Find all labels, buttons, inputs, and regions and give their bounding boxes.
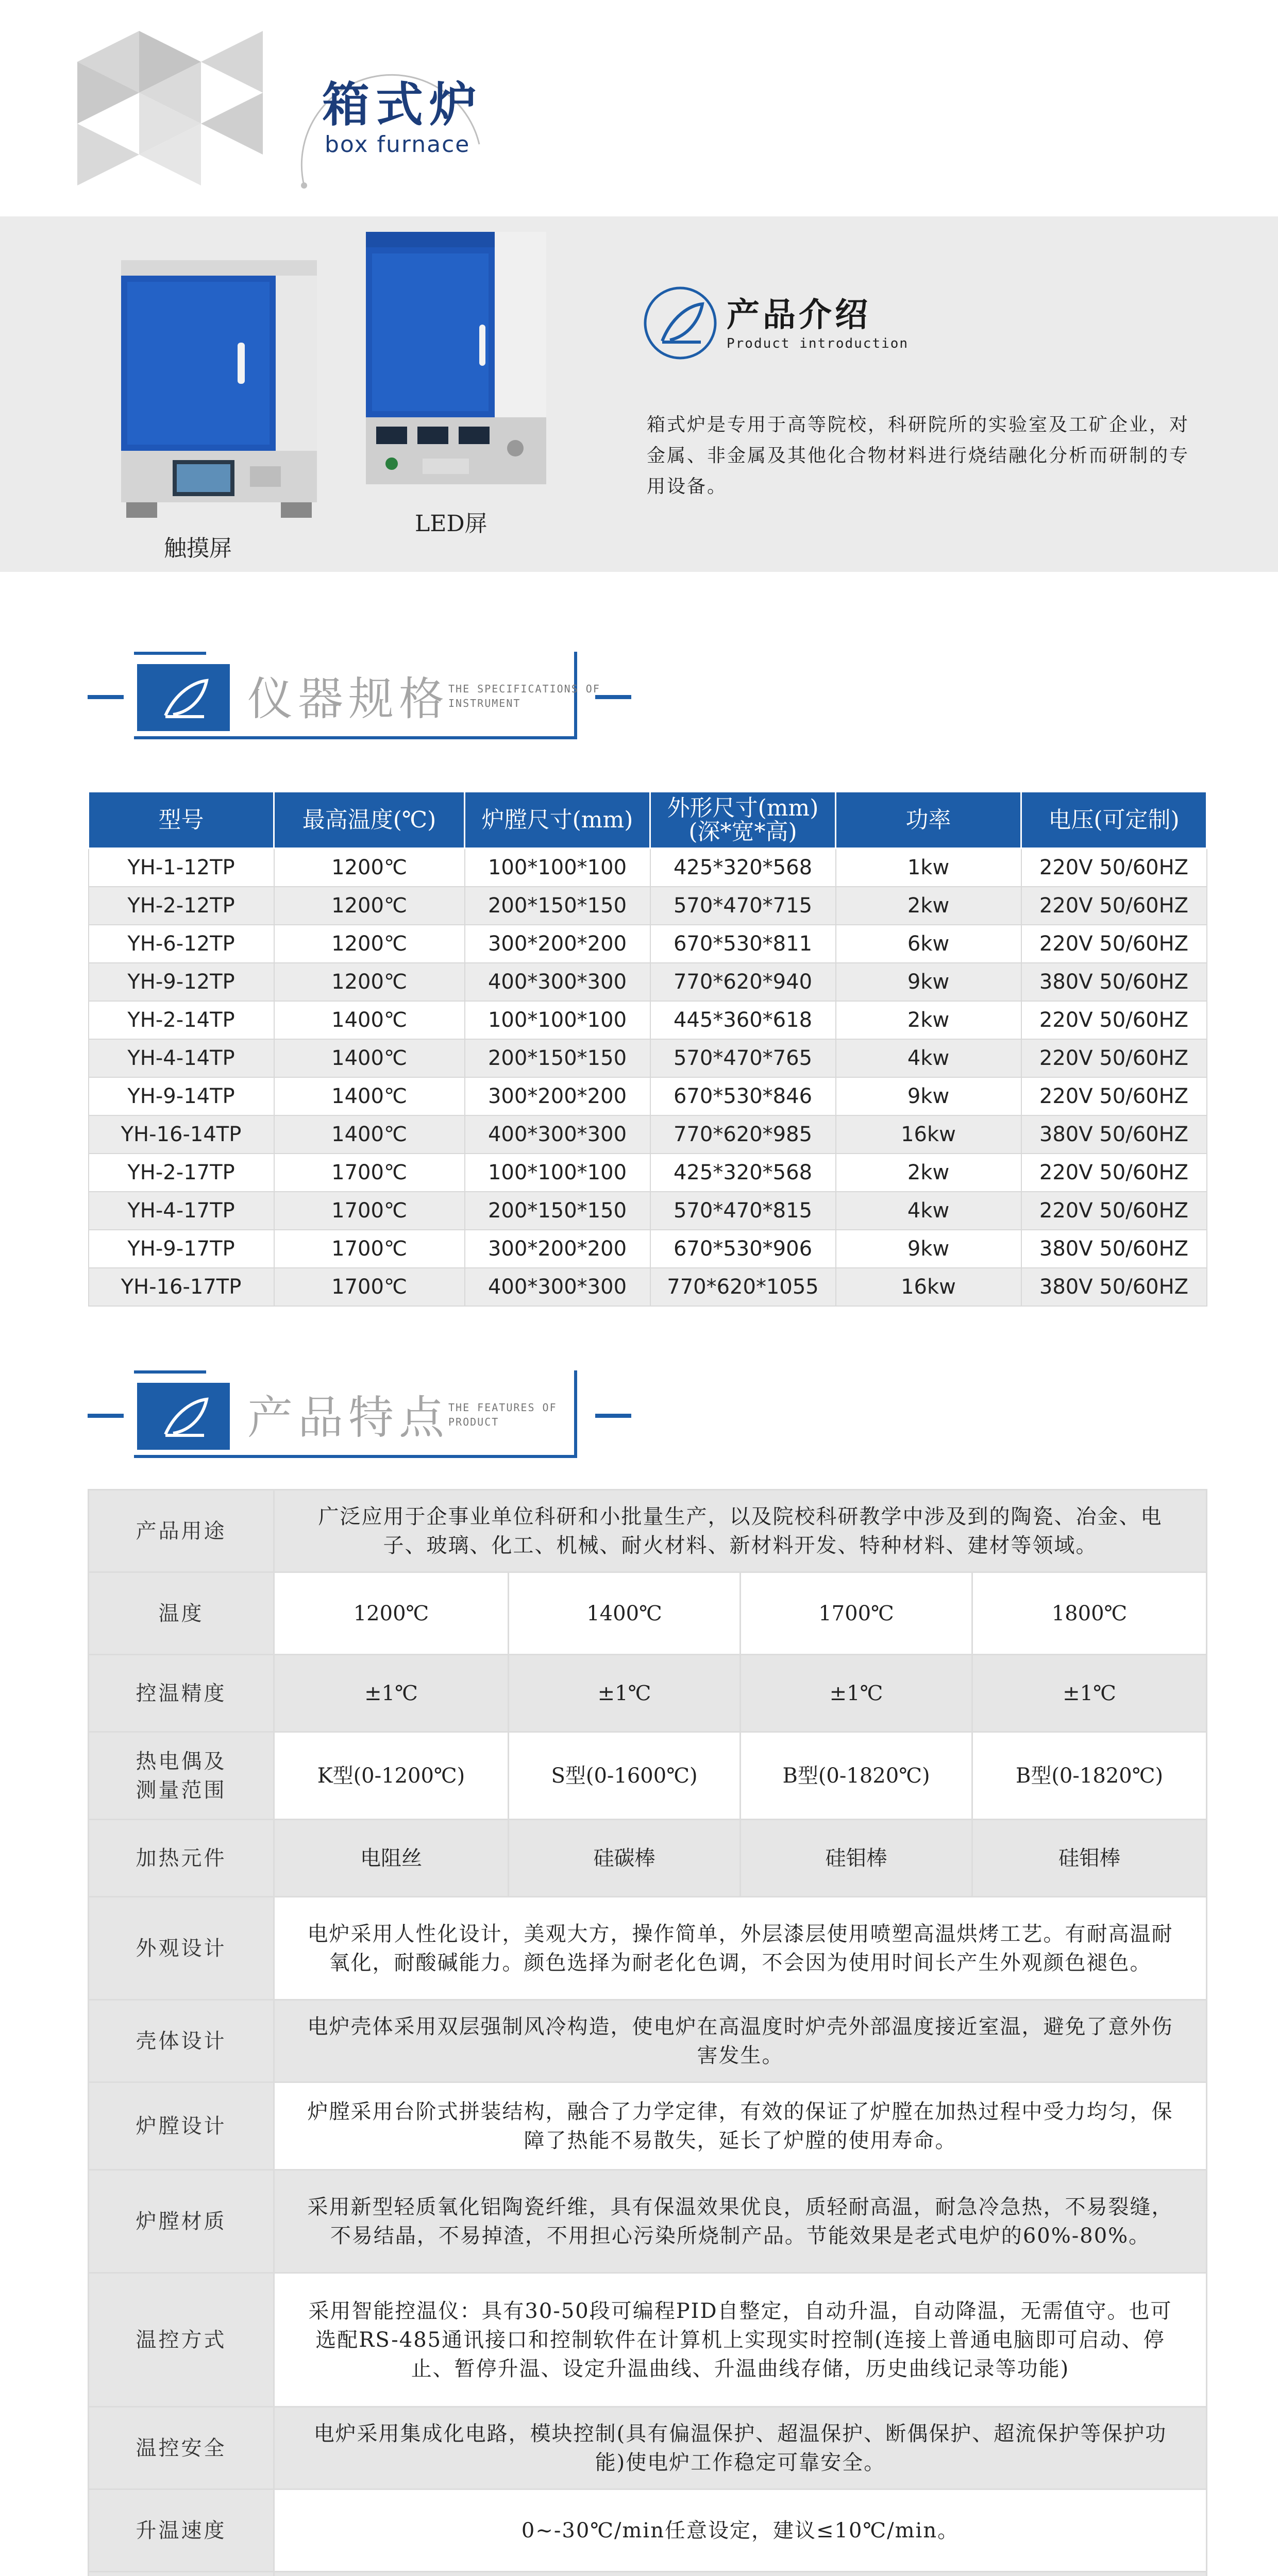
cell-chamber-size: 300*200*200 [465,1230,650,1268]
outer-size-sub: (深*宽*高) [688,818,797,845]
feature-value: 1400℃ [509,1572,741,1655]
feature-value: ±1℃ [274,1655,509,1732]
feature-value: K型(0-1200℃) [274,1732,509,1820]
cell-chamber-size: 400*300*300 [465,963,650,1001]
cell-outer-size: 570*470*765 [650,1039,836,1077]
cell-power: 2kw [836,887,1021,925]
feature-value: ±1℃ [972,1655,1207,1732]
col-header-chamber-size: 炉膛尺寸(mm) [465,792,650,849]
cell-max-temp: 1700℃ [274,1154,465,1192]
cell-chamber-size: 300*200*200 [465,925,650,963]
feature-label [89,2572,274,2576]
cell-outer-size: 425*320*568 [650,849,836,887]
feature-value: 1700℃ [741,1572,972,1655]
cell-model: YH-1-12TP [89,849,274,887]
cell-model: YH-16-17TP [89,1268,274,1306]
feature-value: S型(0-1600℃) [509,1732,741,1820]
cell-chamber-size: 100*100*100 [465,1001,650,1039]
cell-voltage: 380V 50/60HZ [1021,1268,1207,1306]
cell-voltage: 220V 50/60HZ [1021,1077,1207,1115]
cell-outer-size: 670*530*811 [650,925,836,963]
spec-table [88,791,1207,1307]
cell-max-temp: 1400℃ [274,1115,465,1154]
cell-power: 9kw [836,1077,1021,1115]
feature-section-heading [88,1370,654,1463]
cell-model: YH-2-17TP [89,1154,274,1192]
feature-value: 硅钼棒 [972,1820,1207,1897]
heading-frame-top [134,652,206,655]
page-header [0,0,1278,216]
leaf-icon [642,284,719,362]
heading-line-right [595,1414,631,1418]
cell-chamber-size: 200*150*150 [465,1039,650,1077]
table-row [89,925,1207,963]
feature-row-heater [89,1820,1207,1897]
cell-power: 4kw [836,1039,1021,1077]
cell-outer-size: 570*470*815 [650,1192,836,1230]
feature-value: ±1℃ [509,1655,741,1732]
heading-icon-box [137,1383,230,1450]
feature-row-chamber [89,2082,1207,2170]
heading-line-right [595,695,631,699]
feature-label: 外观设计 [89,1897,274,2000]
cell-max-temp: 1700℃ [274,1268,465,1306]
cell-max-temp: 1400℃ [274,1039,465,1077]
feature-label: 热电偶及测量范围 [89,1732,274,1820]
feature-label: 加热元件 [89,1820,274,1897]
col-header-model: 型号 [89,792,274,849]
cell-model: YH-6-12TP [89,925,274,963]
intro-text: 箱式炉是专用于高等院校，科研院所的实验室及工矿企业，对金属、非金属及其他化合物材料进行烧结融化分析而研制的专用设备。 [647,414,1190,497]
feature-row-speed [89,2489,1207,2572]
cell-max-temp: 1200℃ [274,963,465,1001]
cell-chamber-size: 400*300*300 [465,1268,650,1306]
feature-label: 温度 [89,1572,274,1655]
feature-value: 电炉采用集成化电路，模块控制(具有偏温保护、超温保护、断偶保护、超流保护等保护功能)使电炉工作稳定可靠安全。 [274,2407,1207,2489]
cell-max-temp: 1200℃ [274,887,465,925]
cell-chamber-size: 100*100*100 [465,1154,650,1192]
feature-value: 0~-30℃/min任意设定，建议≤10℃/min。 [274,2489,1207,2572]
feature-row-design [89,1897,1207,2000]
cell-power: 6kw [836,925,1021,963]
feature-value: 广泛应用于企事业单位科研和小批量生产，以及院校科研教学中涉及到的陶瓷、冶金、电子、玻璃、化工、机械、耐火材料、新材料开发、特种材料、建材等领域。 [274,1490,1207,1572]
feature-row-control [89,2273,1207,2407]
cell-chamber-size: 400*300*300 [465,1115,650,1154]
feature-row-shell [89,2000,1207,2082]
table-row [89,887,1207,925]
spec-section-title: 仪器规格 [247,672,450,725]
cell-voltage: 220V 50/60HZ [1021,1154,1207,1192]
cell-outer-size: 770*620*985 [650,1115,836,1154]
feature-value: 电炉壳体采用双层强制风冷构造，使电炉在高温度时炉壳外部温度接近室温，避免了意外伤害发生。 [274,2000,1207,2082]
cell-voltage: 220V 50/60HZ [1021,1192,1207,1230]
cell-max-temp: 1400℃ [274,1001,465,1039]
feature-label: 温控安全 [89,2407,274,2489]
heading-icon-box [137,664,230,731]
cell-model: YH-2-14TP [89,1001,274,1039]
feature-value: B型(0-1820℃) [972,1732,1207,1820]
table-row [89,1001,1207,1039]
feature-row-usage [89,1490,1207,1572]
cell-outer-size: 425*320*568 [650,1154,836,1192]
intro-title: 产品介绍 [727,296,871,334]
cell-max-temp: 1200℃ [274,925,465,963]
cell-voltage: 220V 50/60HZ [1021,849,1207,887]
feature-row-thermocouple [89,1732,1207,1820]
cell-outer-size: 670*530*906 [650,1230,836,1268]
cell-model: YH-2-12TP [89,887,274,925]
cell-voltage: 220V 50/60HZ [1021,1039,1207,1077]
leaf-icon [137,664,230,731]
cell-voltage: 380V 50/60HZ [1021,963,1207,1001]
cell-model: YH-9-17TP [89,1230,274,1268]
cell-outer-size: 770*620*1055 [650,1268,836,1306]
cell-model: YH-9-14TP [89,1077,274,1115]
cell-power: 2kw [836,1001,1021,1039]
feature-section-en [448,1400,557,1429]
cell-max-temp: 1700℃ [274,1192,465,1230]
table-row [89,1077,1207,1115]
cell-power: 4kw [836,1192,1021,1230]
feature-en-line1: THE FEATURES OF [448,1401,557,1414]
col-header-voltage: 电压(可定制) [1021,792,1207,849]
touch-screen-caption: 触摸屏 [164,535,232,562]
intro-subtitle: Product introduction [727,336,909,351]
feature-value: 采用新型轻质氧化铝陶瓷纤维，具有保温效果优良，质轻耐高温，耐急冷急热，不易裂缝，不易结晶，不易掉渣，不用担心污染所烧制产品。节能效果是老式电炉的60%-80%。 [274,2170,1207,2273]
cell-power: 2kw [836,1154,1021,1192]
cell-voltage: 220V 50/60HZ [1021,1001,1207,1039]
feature-row-warranty [89,2572,1207,2576]
feature-label: 控温精度 [89,1655,274,1732]
feature-value: 1800℃ [972,1572,1207,1655]
feature-label: 壳体设计 [89,2000,274,2082]
feature-value: ±1℃ [741,1655,972,1732]
feature-value: 1200℃ [274,1572,509,1655]
led-caption: LED屏 [415,511,487,537]
feature-label: 产品用途 [89,1490,274,1572]
table-row [89,963,1207,1001]
feature-row-temperature [89,1572,1207,1655]
feature-value: 硅钼棒 [741,1820,972,1897]
table-row [89,1230,1207,1268]
spec-section-en [448,682,600,710]
cell-chamber-size: 200*150*150 [465,887,650,925]
feature-value: B型(0-1820℃) [741,1732,972,1820]
feature-label: 升温速度 [89,2489,274,2572]
cell-chamber-size: 300*200*200 [465,1077,650,1115]
feature-row-safety [89,2407,1207,2489]
cell-outer-size: 570*470*715 [650,887,836,925]
cell-model: YH-4-14TP [89,1039,274,1077]
table-row [89,1115,1207,1154]
cell-model: YH-4-17TP [89,1192,274,1230]
cell-max-temp: 1700℃ [274,1230,465,1268]
table-row [89,1268,1207,1306]
cell-chamber-size: 200*150*150 [465,1192,650,1230]
leaf-icon [137,1383,230,1450]
cell-voltage: 220V 50/60HZ [1021,887,1207,925]
table-row [89,1154,1207,1192]
cell-outer-size: 770*620*940 [650,963,836,1001]
feature-value: 电阻丝 [274,1820,509,1897]
cell-power: 16kw [836,1268,1021,1306]
cell-voltage: 220V 50/60HZ [1021,925,1207,963]
feature-value: 炉膛采用台阶式拼装结构，融合了力学定律，有效的保证了炉膛在加热过程中受力均匀，保障了热能不易散失，延长了炉膛的使用寿命。 [274,2082,1207,2170]
feature-label: 炉膛设计 [89,2082,274,2170]
cell-power: 16kw [836,1115,1021,1154]
feature-value: 采用智能控温仪：具有30-50段可编程PID自整定，自动升温，自动降温，无需值守。也可选配RS-485通讯接口和控制软件在计算机上实现实时控制(连接上普通电脑即可启动、停止、暂停升温、设定升温曲线、升温曲线存储，历史曲线记录等功能) [274,2273,1207,2407]
spec-en-line2: INSTRUMENT [448,697,521,709]
cell-max-temp: 1400℃ [274,1077,465,1115]
intro-section [0,216,1278,572]
feature-value [274,2572,1207,2576]
cell-outer-size: 670*530*846 [650,1077,836,1115]
cell-power: 1kw [836,849,1021,887]
cell-voltage: 380V 50/60HZ [1021,1115,1207,1154]
cell-power: 9kw [836,1230,1021,1268]
table-row [89,1039,1207,1077]
feature-value: 硅碳棒 [509,1820,741,1897]
cell-power: 9kw [836,963,1021,1001]
spec-en-line1: THE SPECIFICATIONS OF [448,683,600,695]
feature-row-material [89,2170,1207,2273]
cell-chamber-size: 100*100*100 [465,849,650,887]
col-header-power: 功率 [836,792,1021,849]
feature-label: 炉膛材质 [89,2170,274,2273]
feature-section-title: 产品特点 [247,1391,450,1444]
table-row [89,849,1207,887]
heading-line-left [88,695,124,699]
feature-row-precision [89,1655,1207,1732]
heading-line-left [88,1414,124,1418]
touch-screen-furnace-image [116,260,332,528]
col-header-max-temp: 最高温度(℃) [274,792,465,849]
cell-model: YH-16-14TP [89,1115,274,1154]
led-furnace-image [361,232,567,500]
heading-frame-top [134,1370,206,1374]
page-title: 箱式炉 [322,77,483,132]
cell-max-temp: 1200℃ [274,849,465,887]
feature-label: 温控方式 [89,2273,274,2407]
outer-size-label: 外形尺寸(mm) [667,794,819,821]
table-row [89,1192,1207,1230]
spec-section-heading [88,652,654,744]
spec-header-row [89,792,1207,849]
page-subtitle: box furnace [325,131,470,158]
cell-voltage: 380V 50/60HZ [1021,1230,1207,1268]
features-table [88,1489,1207,2576]
feature-en-line2: PRODUCT [448,1416,499,1428]
feature-value: 电炉采用人性化设计，美观大方，操作简单，外层漆层使用喷塑高温烘烤工艺。有耐高温耐氧化，耐酸碱能力。颜色选择为耐老化色调，不会因为使用时间长产生外观颜色褪色。 [274,1897,1207,2000]
col-header-outer-size [650,792,836,849]
cell-outer-size: 445*360*618 [650,1001,836,1039]
cell-model: YH-9-12TP [89,963,274,1001]
